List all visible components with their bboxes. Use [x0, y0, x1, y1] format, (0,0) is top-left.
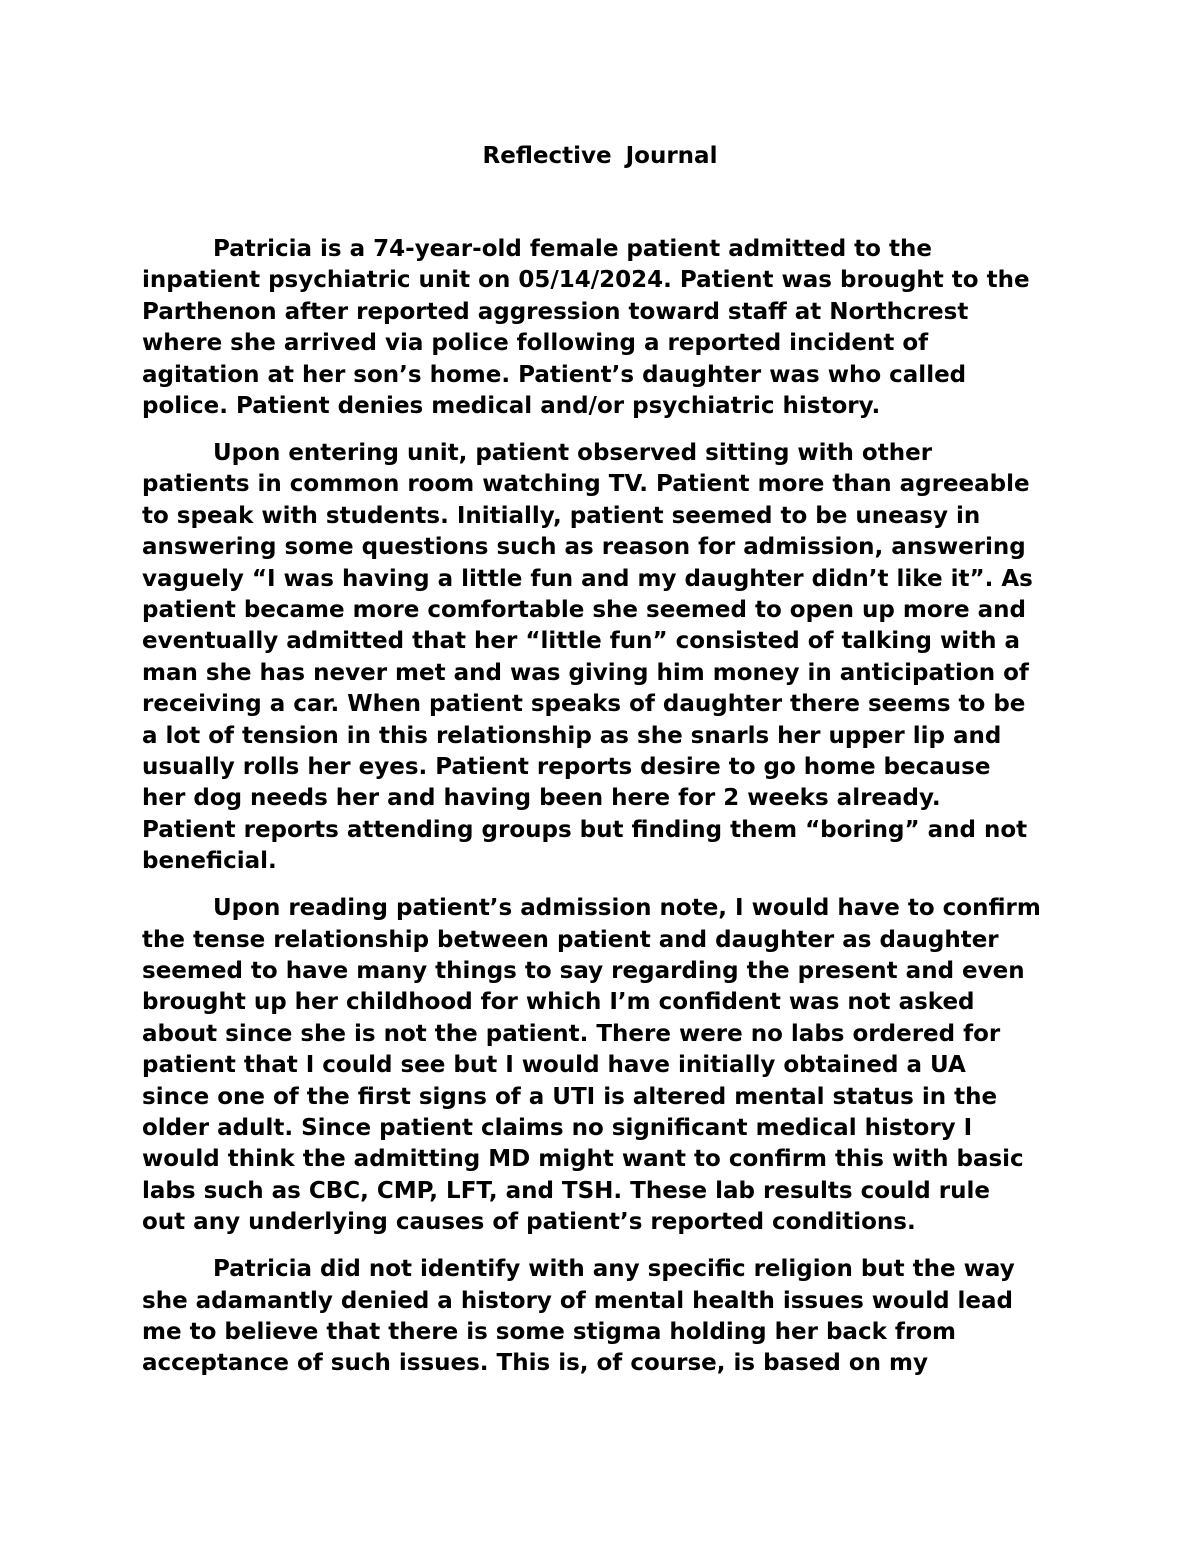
text-line: Patricia did not identify with any specific religion but the way [213, 1256, 1015, 1283]
text-line: Patient reports attending groups but finding them “boring” and not [142, 816, 1028, 843]
text-line: Patricia is a 74-year-old female patient admitted to the [213, 236, 932, 262]
text-line: where she arrived via police following a reported incident of [142, 330, 929, 357]
text-line: labs such as CBC, CMP, LFT, and TSH. These lab results could rule [142, 1177, 990, 1204]
text-line: patients in common room watching TV. Patient more than agreeable [142, 471, 1030, 498]
paragraph-4 [142, 1254, 1072, 1380]
text-line: seemed to have many things to say regarding the present and even [142, 957, 1025, 984]
paragraph-2 [142, 438, 1072, 878]
text-line: patient became more comfortable she seemed to open up more and [142, 596, 1026, 623]
text-line: brought up her childhood for which I’m confident was not asked [142, 989, 975, 1016]
text-line: to speak with students. Initially, patient seemed to be uneasy in [142, 502, 981, 529]
text-line: inpatient psychiatric unit on 05/14/2024. Patient was brought to the [142, 267, 1030, 294]
text-line: her dog needs her and having been here for 2 weeks already. [142, 785, 941, 812]
paragraph-1 [142, 234, 1072, 422]
text-line: usually rolls her eyes. Patient reports desire to go home because [142, 754, 991, 780]
text-line: police. Patient denies medical and/or psychiatric history. [142, 393, 881, 420]
text-line: since one of the first signs of a UTI is altered mental status in the [142, 1083, 998, 1110]
text-line: man she has never met and was giving him money in anticipation of [142, 659, 1029, 686]
text-line: she adamantly denied a history of mental health issues would lead [142, 1287, 1014, 1314]
text-line: agitation at her son’s home. Patient’s daughter was who called [142, 361, 967, 388]
text-line: out any underlying causes of patient’s reported conditions. [142, 1209, 916, 1236]
text-line: the tense relationship between patient and daughter as daughter [142, 926, 999, 953]
text-line: answering some questions such as reason for admission, answering [142, 534, 1026, 561]
paragraph-3 [142, 893, 1072, 1238]
text-line: about since she is not the patient. There were no labs ordered for [142, 1020, 1001, 1047]
text-line: acceptance of such issues. This is, of course, is based on my [142, 1350, 928, 1377]
text-line: eventually admitted that her “little fun” consisted of talking with a [142, 628, 1020, 655]
text-line: would think the admitting MD might want to confirm this with basic [142, 1146, 1024, 1173]
text-line: a lot of tension in this relationship as she snarls her upper lip and [142, 722, 1002, 749]
text-line: beneficial. [142, 848, 277, 875]
text-line: older adult. Since patient claims no significant medical history I [142, 1114, 973, 1141]
text-line: Upon reading patient’s admission note, I would have to confirm [213, 895, 1041, 922]
text-line: me to believe that there is some stigma holding her back from [142, 1318, 956, 1345]
text-line: receiving a car. When patient speaks of daughter there seems to be [142, 691, 1026, 718]
text-line: Parthenon after reported aggression toward staff at Northcrest [142, 298, 969, 325]
text-line: patient that I could see but I would have initially obtained a UA [142, 1052, 966, 1079]
document-title: Reflective Journal [482, 143, 718, 169]
text-line: Upon entering unit, patient observed sitting with other [213, 439, 933, 466]
text-line: vaguely “I was having a little fun and my daughter didn’t like it”. As [142, 565, 1033, 592]
document-body [142, 234, 1072, 1395]
